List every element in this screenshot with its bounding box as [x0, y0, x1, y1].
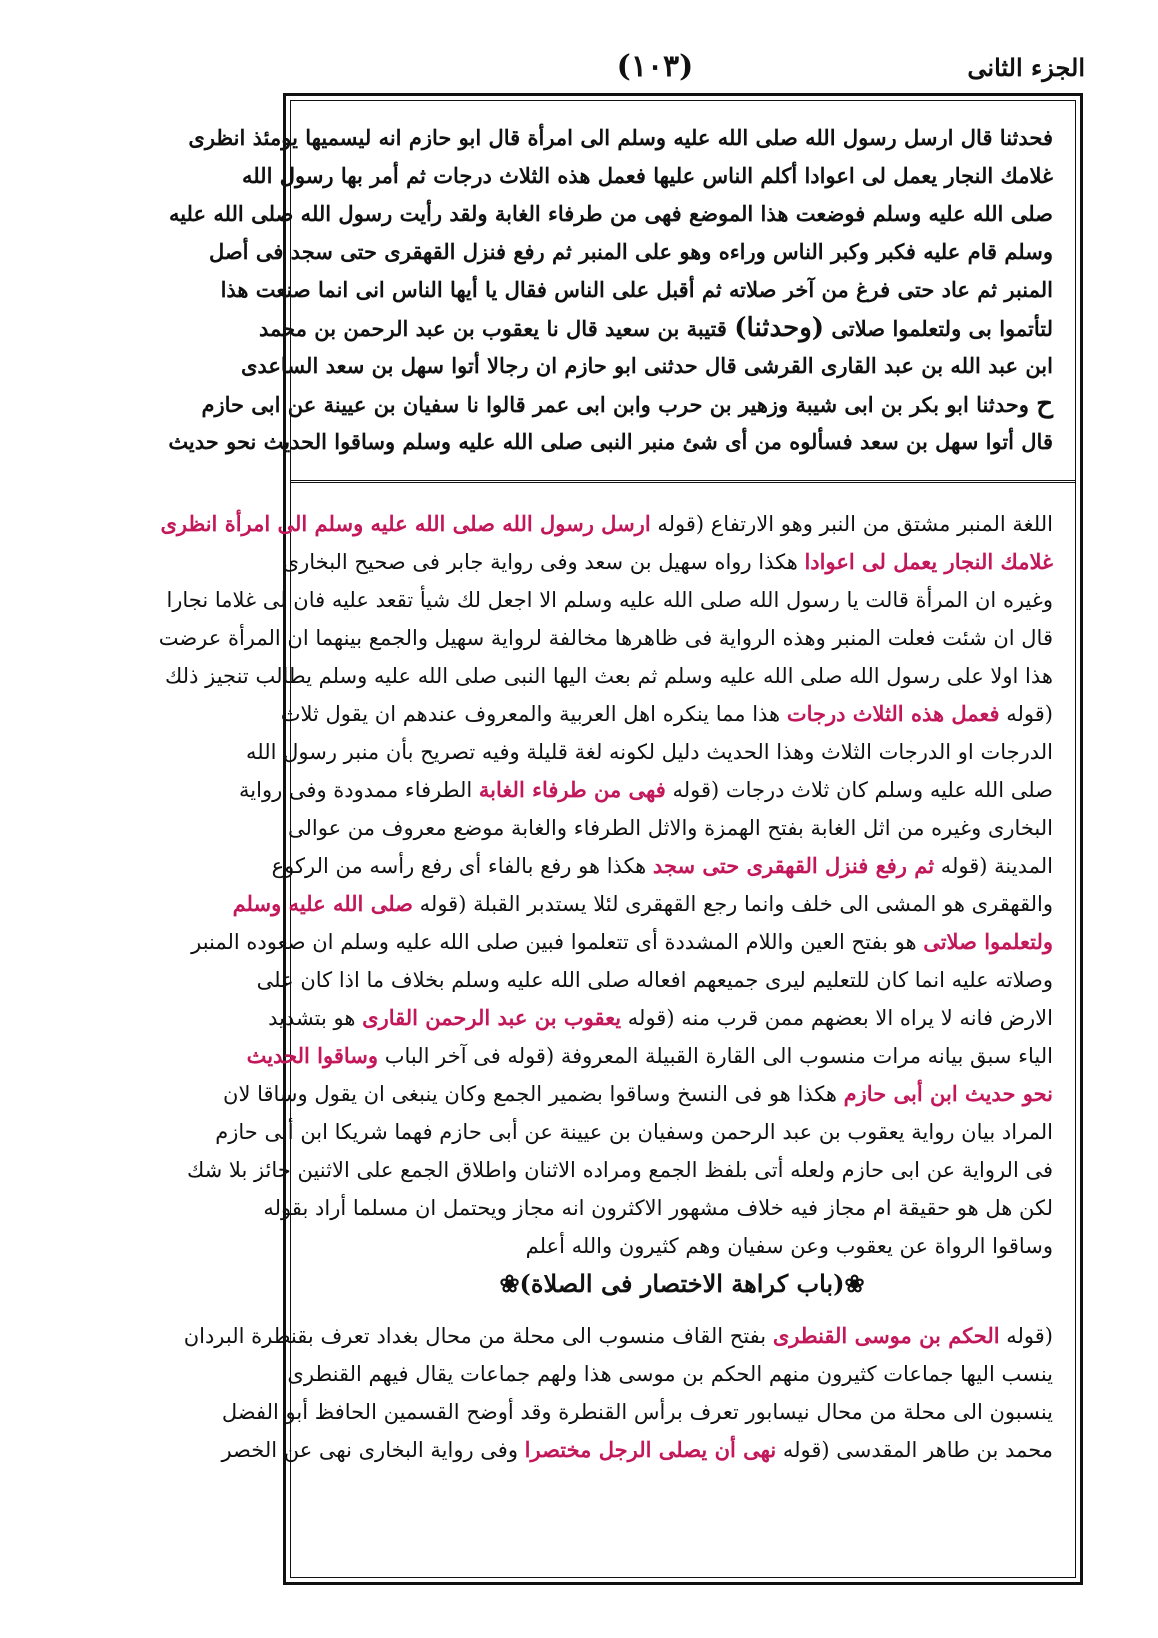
commentary-text: وفى رواية البخارى نهى عن الخصر	[221, 1438, 525, 1462]
commentary-text: هو بفتح العين واللام المشددة أى تتعلموا فبين صلى الله عليه وسلم ان صعوده المنبر	[191, 930, 924, 954]
commentary-line	[239, 771, 1053, 809]
commentary-line	[282, 543, 1053, 581]
commentary-line: المراد بيان رواية يعقوب بن عبد الرحمن وسفيان بن عيينة عن أبى حازم فهما شريكا ابن أبى حازم	[215, 1120, 1053, 1144]
commentary-line: وصلاته عليه انما كان للتعليم ليرى جميعهم افعاله صلى الله عليه وسلم بخلاف ما اذا كان على	[256, 968, 1053, 992]
quoted-phrase: نهى أن يصلى الرجل مختصرا	[524, 1437, 777, 1462]
hadith-line: المنبر ثم عاد حتى فرغ من آخر صلاته ثم أقبل على الناس فقال يا أيها الناس انى انما صنعت هذا	[220, 277, 1053, 302]
commentary-text: صلى الله عليه وسلم كان ثلاث درجات (قوله	[665, 778, 1053, 802]
hadith-line: قال أتوا سهل بن سعد فسألوه من أى شئ منبر النبى صلى الله عليه وسلم وساقوا الحديث نحو حديث	[168, 429, 1053, 454]
commentary-line	[221, 1431, 1053, 1469]
quoted-phrase: ارسل رسول الله صلى الله عليه وسلم الى امرأة انظرى	[160, 511, 651, 536]
page-header	[285, 45, 1085, 95]
hadith-line-text: وحدثنا ابو بكر بن ابى شيبة وزهير بن حرب وابن ابى عمر قالوا نا سفيان بن عيينة عن ابى حازم	[201, 392, 1037, 417]
commentary-line	[268, 999, 1053, 1037]
commentary-text: الياء سبق بيانه مرات منسوب الى القارة القبيلة المعروفة (قوله فى آخر الباب	[378, 1044, 1053, 1068]
chapter-heading: ❀(باب كراهة الاختصار فى الصلاة)❀	[499, 1269, 865, 1298]
commentary-text: الطرفاء ممدودة وفى رواية	[239, 778, 479, 802]
commentary-line: وساقوا الرواة عن يعقوب وعن سفيان وهم كثيرون والله أعلم	[525, 1234, 1053, 1258]
hadith-line-text: لتأتموا بى ولتعلموا صلاتى	[824, 316, 1053, 341]
hadith-text-box	[168, 101, 1075, 483]
commentary-line: وغيره ان المرأة قالت يا رسول الله صلى الله عليه وسلم الا اجعل لك شيأ تقعد عليه فان لى غلاما نجارا	[166, 588, 1053, 612]
commentary-text: هكذا رواه سهيل بن سعد وفى رواية جابر فى صحيح البخارى	[282, 550, 805, 574]
quoted-phrase: يعقوب بن عبد الرحمن القارى	[362, 1005, 622, 1030]
commentary-text: محمد بن طاهر المقدسى (قوله	[776, 1438, 1053, 1462]
quoted-phrase: ثم رفع فنزل القهقرى حتى سجد	[652, 853, 935, 878]
commentary-line: ينسب اليها جماعات كثيرون منهم الحكم بن موسى هذا ولهم جماعات يقال فيهم القنطرى	[287, 1362, 1053, 1386]
commentary-line	[232, 885, 1053, 923]
commentary-text: اللغة المنبر مشتق من النبر وهو الارتفاع (قوله	[650, 512, 1053, 536]
commentary-text: هذا مما ينكره اهل العربية والمعروف عندهم ان يقول ثلاث	[280, 702, 787, 726]
quoted-phrase: وساقوا الحديث	[246, 1043, 379, 1068]
commentary-line	[280, 695, 1053, 733]
commentary-text: المدينة (قوله	[934, 854, 1053, 878]
commentary-text: هكذا هو فى النسخ وساقوا بضمير الجمع وكان ينبغى ان يقول وساقا لان	[223, 1082, 844, 1106]
hadith-narration-marker: (وحدثنا)	[734, 313, 825, 343]
commentary-line	[223, 1075, 1053, 1113]
quoted-phrase: صلى الله عليه وسلم	[232, 891, 413, 916]
hadith-line: وسلم قام عليه فكبر وكبر الناس وراءه وهو على المنبر ثم رفع فنزل القهقرى حتى سجد فى أصل	[208, 239, 1053, 264]
commentary-line: لكن هل هو حقيقة ام مجاز فيه خلاف مشهور الاكثرون انه مجاز ويحتمل ان مسلما أراد بقوله	[263, 1196, 1053, 1220]
commentary-line: الدرجات او الدرجات الثلاث وهذا الحديث دليل لكونه لغة قليلة وفيه تصريح بأن منبر رسول الله	[246, 740, 1053, 764]
quoted-phrase: نحو حديث ابن أبى حازم	[843, 1081, 1053, 1106]
commentary-text: هو بتشديد	[268, 1006, 363, 1030]
commentary-line	[191, 923, 1053, 961]
commentary-text: والقهقرى هو المشى الى خلف وانما رجع القهقرى لئلا يستدبر القبلة (قوله	[413, 892, 1053, 916]
quoted-phrase: غلامك النجار يعمل لى اعوادا	[804, 549, 1053, 574]
hadith-line: فحدثنا قال ارسل رسول الله صلى الله عليه وسلم الى امرأة قال ابو حازم انه ليسميها يومئذ انظرى	[188, 125, 1053, 150]
commentary-text: (قوله	[999, 1324, 1053, 1348]
commentary-line: هذا اولا على رسول الله صلى الله عليه وسلم ثم بعث اليها النبى صلى الله عليه وسلم يطالب تنجيز ذلك	[164, 664, 1053, 688]
quoted-phrase: فعمل هذه الثلاث درجات	[786, 701, 1000, 726]
commentary-line: ينسبون الى محلة من محال نيسابور تعرف برأس القنطرة وقد أوضح القسمين الحافظ أبو الفضل	[221, 1400, 1053, 1424]
tahwil-marker: ح	[1036, 389, 1053, 419]
commentary-line	[160, 505, 1053, 543]
commentary-line	[183, 1317, 1053, 1355]
commentary-text: بفتح القاف منسوب الى محلة من محال بغداد تعرف بقنطرة البردان	[183, 1324, 773, 1348]
page-frame-inner	[158, 100, 1076, 1578]
volume-title: الجزء الثانى	[967, 53, 1085, 82]
commentary-section	[158, 497, 1075, 1577]
commentary-text: هكذا هو رفع بالفاء أى رفع رأسه من الركوع	[271, 854, 653, 878]
page-number: (١٠٣)	[616, 49, 694, 84]
hadith-line	[258, 309, 1053, 347]
hadith-line: غلامك النجار يعمل لى اعوادا أكلم الناس عليها فعمل هذه الثلاث درجات ثم أمر بها رسول الله	[241, 163, 1053, 188]
commentary-line: فى الرواية عن ابى حازم ولعله أتى بلفظ الجمع ومراده الاثنان واطلاق الجمع على الاثنين جائز بلا شك	[186, 1158, 1053, 1182]
spacer	[311, 1303, 1053, 1317]
commentary-line	[271, 847, 1053, 885]
quoted-phrase: الحكم بن موسى القنطرى	[772, 1323, 1000, 1348]
quoted-phrase: ولتعلموا صلاتى	[923, 929, 1053, 954]
commentary-line	[246, 1037, 1053, 1075]
hadith-line	[201, 385, 1053, 423]
quoted-phrase: فهى من طرفاء الغابة	[478, 777, 666, 802]
commentary-text: الارض فانه لا يراه الا بعضهم ممن قرب منه (قوله	[621, 1006, 1053, 1030]
page-frame	[158, 93, 1083, 1585]
hadith-line-text: قتيبة بن سعيد قال نا يعقوب بن عبد الرحمن بن محمد	[258, 316, 735, 341]
hadith-line: صلى الله عليه وسلم فوضعت هذا الموضع فهى من طرفاء الغابة ولقد رأيت رسول الله صلى الله عليه	[168, 201, 1053, 226]
commentary-line: البخارى وغيره من اثل الغابة بفتح الهمزة والاثل الطرفاء والغابة موضع معروف من عوالى	[287, 816, 1053, 840]
commentary-line: قال ان شئت فعلت المنبر وهذه الرواية فى ظاهرها مخالفة لرواية سهيل والجمع بينهما ان المرأة عرضت	[158, 626, 1053, 650]
commentary-text: (قوله	[999, 702, 1053, 726]
hadith-line: ابن عبد الله بن عبد القارى القرشى قال حدثنى ابو حازم ان رجالا أتوا سهل بن سعد الساعدى	[240, 353, 1053, 378]
